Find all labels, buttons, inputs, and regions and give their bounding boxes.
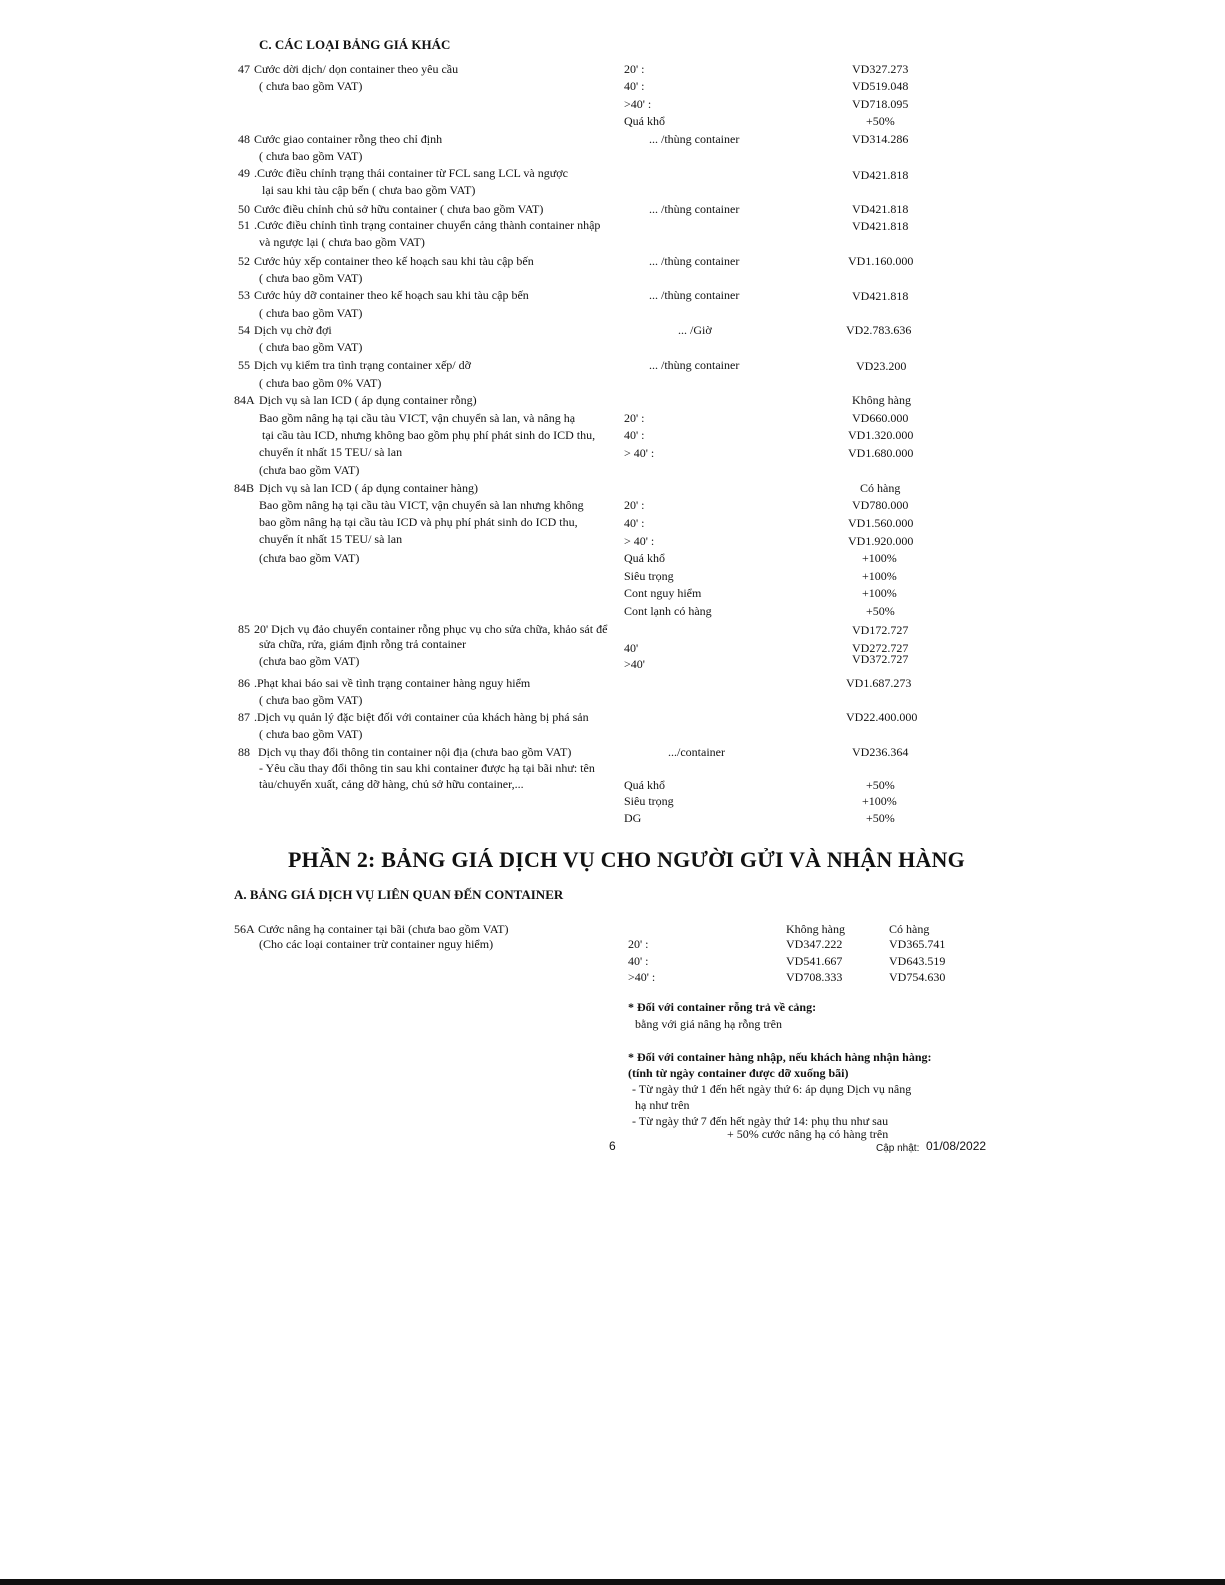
item-88-row-label: DG [624,811,642,825]
item-85-row-price: VD372.727 [852,652,909,666]
item-47-row-price: +50% [866,114,895,128]
item-84b-row-price: VD1.920.000 [848,534,914,548]
item-84a-row-label: 20' : [624,411,645,425]
item-54-unit: ... /Giờ [678,323,712,337]
item-47-row-price: VD519.048 [852,79,909,93]
note-import-sub: (tính từ ngày container được dỡ xuống bãi) [628,1066,849,1080]
item-84b-row-label: > 40' : [624,534,655,548]
item-56a-col-empty: Không hàng [786,922,845,936]
item-84b-row-label: Cont nguy hiểm [624,586,702,600]
item-50-price: VD421.818 [852,202,909,216]
item-56a-row-empty: VD708.333 [786,970,843,984]
item-88-row-price: +50% [866,778,895,792]
item-47-desc: Cước dời dịch/ dọn container theo yêu cầu [254,62,459,76]
item-47-row-label: 40' : [624,79,645,93]
bottom-border [0,1579,1225,1585]
item-84b-row-label: Quá khổ [624,551,665,565]
item-84a-row-price: VD1.320.000 [848,428,914,442]
item-54-price: VD2.783.636 [846,323,912,337]
note-import-line: - Từ ngày thứ 1 đến hết ngày thứ 6: áp dụng Dịch vụ nâng [632,1082,912,1096]
item-84a-row-label: 40' : [624,428,645,442]
updated-label: Cập nhật: [876,1143,920,1154]
item-86-desc: .Phạt khai báo sai về tình trạng container hàng nguy hiểm [254,676,531,690]
item-86-no: 86 [238,676,250,690]
item-48-unit: ... /thùng container [649,132,740,146]
item-84b-row-label: Siêu trọng [624,569,674,583]
item-88-row-price: +50% [866,811,895,825]
item-47-row-label: >40' : [624,97,652,111]
item-47-no: 47 [238,62,250,76]
item-48-no: 48 [238,132,250,146]
item-84a-line: Bao gồm nâng hạ tại cầu tàu VICT, vận chuyển sà lan, và nâng hạ [259,411,576,425]
item-53-no: 53 [238,288,250,302]
item-56a-row-empty: VD347.222 [786,937,843,951]
part2-section-a-title: A. BẢNG GIÁ DỊCH VỤ LIÊN QUAN ĐẾN CONTAINER [234,887,564,902]
item-88-row-price: +100% [862,794,897,808]
item-88-desc3: tàu/chuyến xuất, cảng dỡ hàng, chủ sở hữu container,... [259,777,524,791]
item-88-no: 88 [238,745,250,759]
item-88-desc2: - Yêu cầu thay đổi thông tin sau khi container được hạ tại bãi như: tên [259,761,595,775]
item-56a-no: 56A [234,922,255,936]
item-56a-col-full: Có hàng [889,922,930,936]
item-84a-row-price: VD660.000 [852,411,909,425]
item-88-row-label: Quá khổ [624,778,665,792]
item-51-desc2: và ngược lại ( chưa bao gồm VAT) [259,235,425,249]
item-85-row-label: >40' [624,657,645,671]
item-84b-line: (chưa bao gồm VAT) [259,551,360,565]
item-50-unit: ... /thùng container [649,202,740,216]
item-49-price: VD421.818 [852,168,909,182]
item-84a-row-label: > 40' : [624,446,655,460]
item-53-unit: ... /thùng container [649,288,740,302]
item-85-desc3: (chưa bao gồm VAT) [259,654,360,668]
item-85-no: 85 [238,622,250,636]
item-88-unit: .../container [668,745,725,759]
item-85-row-price: VD272.727 [852,641,909,655]
updated-date: 01/08/2022 [926,1139,987,1153]
item-87-price: VD22.400.000 [846,710,918,724]
item-84b-line: Bao gồm nâng hạ tại cầu tàu VICT, vận chuyển sà lan nhưng không [259,498,584,512]
item-51-no: 51 [238,218,250,232]
item-47-row-price: VD327.273 [852,62,909,76]
note-import-line: hạ như trên [635,1098,690,1112]
item-52-desc: Cước hủy xếp container theo kế hoạch sau khi tàu cập bến [254,254,534,268]
item-52-desc2: ( chưa bao gồm VAT) [259,271,363,285]
item-47-desc2: ( chưa bao gồm VAT) [259,79,363,93]
item-85-row-label: 40' [624,641,639,655]
item-87-desc: .Dịch vụ quản lý đặc biệt đối với container của khách hàng bị phá sản [254,710,589,724]
note-empty-return-text: bằng với giá nâng hạ rỗng trên [635,1017,782,1031]
item-88-desc: Dịch vụ thay đổi thông tin container nội địa (chưa bao gồm VAT) [258,745,572,759]
item-52-price: VD1.160.000 [848,254,914,268]
item-56a-row-empty: VD541.667 [786,954,843,968]
item-55-price: VD23.200 [856,359,907,373]
item-49-desc: .Cước điều chỉnh trạng thái container từ FCL sang LCL và ngược [254,166,568,180]
item-52-unit: ... /thùng container [649,254,740,268]
item-84b-row-price: VD1.560.000 [848,516,914,530]
item-84b-desc: Dịch vụ sà lan ICD ( áp dụng container hàng) [259,481,478,495]
item-84b-line: chuyển ít nhất 15 TEU/ sà lan [259,532,403,546]
item-84a-no: 84A [234,393,255,407]
item-84b-row-price: VD780.000 [852,498,909,512]
section-c-title: C. CÁC LOẠI BẢNG GIÁ KHÁC [259,37,451,52]
item-53-desc: Cước hủy dỡ container theo kế hoạch sau khi tàu cập bến [254,288,529,302]
item-84a-header: Không hàng [852,393,911,407]
item-84a-line: chuyển ít nhất 15 TEU/ sà lan [259,445,403,459]
item-54-no: 54 [238,323,250,337]
item-86-price: VD1.687.273 [846,676,912,690]
part2-title: PHẦN 2: BẢNG GIÁ DỊCH VỤ CHO NGƯỜI GỬI VÀ NHẬN HÀNG [288,847,965,872]
note-empty-return-title: * Đối với container rỗng trả về cảng: [628,1000,817,1014]
item-48-price: VD314.286 [852,132,909,146]
item-85-desc2: sửa chữa, rửa, giám định rỗng trả container [259,637,467,651]
item-56a-desc2: (Cho các loại container trừ container nguy hiểm) [259,937,494,951]
item-84a-desc: Dịch vụ sà lan ICD ( áp dụng container rỗng) [259,393,477,407]
item-87-desc2: ( chưa bao gồm VAT) [259,727,363,741]
item-86-desc2: ( chưa bao gồm VAT) [259,693,363,707]
note-import-title: * Đối với container hàng nhập, nếu khách hàng nhận hàng: [628,1050,932,1064]
item-84b-row-label: 40' : [624,516,645,530]
item-53-price: VD421.818 [852,289,909,303]
item-84b-row-price: +100% [862,586,897,600]
item-49-desc2: lại sau khi tàu cập bến ( chưa bao gồm VAT) [262,183,476,197]
item-47-row-label: Quá khổ [624,114,665,128]
item-52-no: 52 [238,254,250,268]
item-56a-row-full: VD754.630 [889,970,946,984]
item-51-desc: .Cước điều chỉnh tình trạng container chuyển cảng thành container nhập [254,218,601,232]
item-54-desc: Dịch vụ chờ đợi [254,323,332,337]
item-54-desc2: ( chưa bao gồm VAT) [259,340,363,354]
item-84a-line: (chưa bao gồm VAT) [259,463,360,477]
item-48-desc2: ( chưa bao gồm VAT) [259,149,363,163]
item-50-no: 50 [238,202,250,216]
item-48-desc: Cước giao container rỗng theo chỉ định [254,132,443,146]
item-51-price: VD421.818 [852,219,909,233]
item-84b-row-price: +100% [862,569,897,583]
item-56a-desc: Cước nâng hạ container tại bãi (chưa bao gồm VAT) [258,922,509,936]
item-85-row-price: VD172.727 [852,623,909,637]
item-47-row-label: 20' : [624,62,645,76]
item-53-desc2: ( chưa bao gồm VAT) [259,306,363,320]
item-84b-row-price: +100% [862,551,897,565]
item-87-no: 87 [238,710,250,724]
note-import-line: + 50% cước nâng hạ có hàng trên [727,1127,889,1141]
item-84b-header: Có hàng [860,481,901,495]
item-84b-row-label: 20' : [624,498,645,512]
item-49-no: 49 [238,166,250,180]
item-88-row-label: Siêu trọng [624,794,674,808]
item-88-price: VD236.364 [852,745,909,759]
item-56a-row-full: VD365.741 [889,937,946,951]
item-55-no: 55 [238,358,250,372]
item-84a-line: tại cầu tàu ICD, nhưng không bao gồm phụ phí phát sinh do ICD thu, [262,428,596,442]
item-55-unit: ... /thùng container [649,358,740,372]
item-84b-line: bao gồm nâng hạ tại cầu tàu ICD và phụ phí phát sinh do ICD thu, [259,515,578,529]
item-85-desc: 20' Dịch vụ đảo chuyển container rỗng phục vụ cho sửa chữa, khảo sát để [254,622,608,636]
item-56a-row-label: 40' : [628,954,649,968]
item-84a-row-price: VD1.680.000 [848,446,914,460]
item-56a-row-label: 20' : [628,937,649,951]
item-84b-row-price: +50% [866,604,895,618]
item-84b-no: 84B [234,481,255,495]
item-56a-row-label: >40' : [628,970,656,984]
item-47-row-price: VD718.095 [852,97,909,111]
item-55-desc2: ( chưa bao gồm 0% VAT) [259,376,382,390]
item-50-desc: Cước điều chỉnh chủ sở hữu container ( chưa bao gồm VAT) [254,202,544,216]
item-84b-row-label: Cont lạnh có hàng [624,604,712,618]
item-56a-row-full: VD643.519 [889,954,946,968]
page-number: 6 [609,1139,616,1153]
note-import-line: - Từ ngày thứ 7 đến hết ngày thứ 14: phụ thu như sau [632,1114,889,1128]
item-55-desc: Dịch vụ kiểm tra tình trạng container xếp/ dỡ [254,358,471,372]
